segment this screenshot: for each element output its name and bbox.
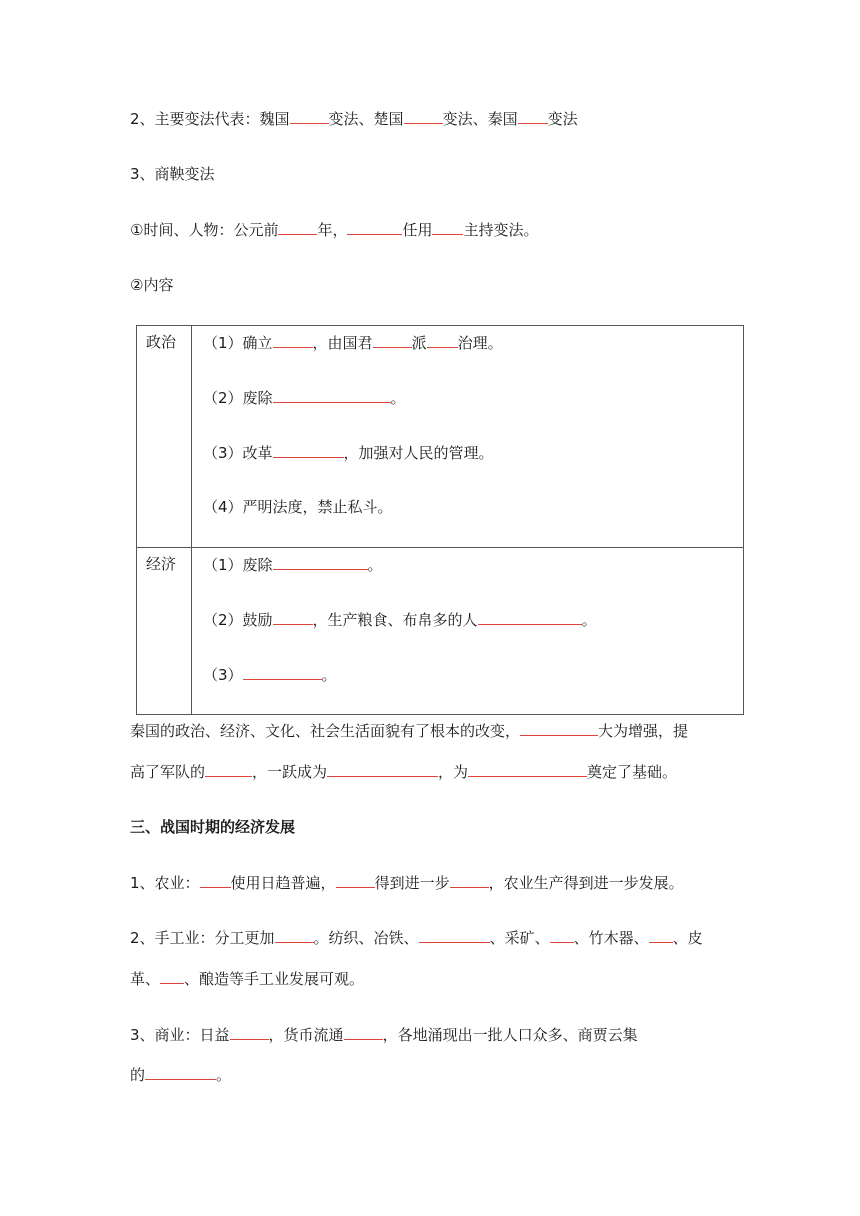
text: 、竹木器、 <box>573 929 649 947</box>
blank-field[interactable] <box>160 968 184 984</box>
text: 、皮 <box>672 929 703 947</box>
text: （2）鼓励 <box>203 611 273 629</box>
agriculture-line <box>130 872 684 893</box>
politics-items-cell <box>192 326 744 548</box>
text: 3、商业：日益 <box>130 1026 230 1044</box>
text: 。 <box>216 1066 232 1084</box>
handicraft-line-1 <box>130 927 703 948</box>
economy-items-cell <box>192 548 744 715</box>
text: ，各地涌现出一批人口众多、商贾云集 <box>382 1026 638 1044</box>
politics-item-1 <box>203 332 503 353</box>
text: ，加强对人民的管理。 <box>343 444 494 462</box>
commerce-line-2 <box>130 1064 231 1085</box>
text: 高了军队的 <box>130 763 206 781</box>
politics-label: 政治 <box>146 333 177 351</box>
text: ，由国君 <box>312 334 373 352</box>
politics-item-3 <box>203 442 494 463</box>
blank-field[interactable] <box>518 108 548 124</box>
blank-field[interactable] <box>145 1064 216 1080</box>
blank-field[interactable] <box>273 332 313 348</box>
text: 革、 <box>130 970 161 988</box>
text: （4）严明法度，禁止私斗。 <box>203 498 393 516</box>
text: 3、商鞅变法 <box>130 165 215 183</box>
text: 奠定了基础。 <box>587 763 678 781</box>
blank-field[interactable] <box>478 609 582 625</box>
blank-field[interactable] <box>243 664 322 680</box>
reform-content-table <box>136 325 744 715</box>
blank-field[interactable] <box>275 927 314 943</box>
text: ②内容 <box>130 276 174 294</box>
blank-field[interactable] <box>550 927 574 943</box>
blank-field[interactable] <box>520 720 598 736</box>
result-line-1 <box>130 720 688 741</box>
text: （1）确立 <box>203 334 273 352</box>
economy-label-cell <box>137 548 192 715</box>
text: （2）废除 <box>203 389 273 407</box>
text: （1）废除 <box>203 556 273 574</box>
text: 变法、楚国 <box>328 110 404 128</box>
reformers-line <box>130 108 578 129</box>
text: 2、主要变法代表：魏国 <box>130 110 290 128</box>
text: ①时间、人物：公元前 <box>130 221 279 239</box>
text: 使用日趋普遍， <box>230 874 336 892</box>
economy-label: 经济 <box>146 555 177 573</box>
blank-field[interactable] <box>468 761 587 777</box>
blank-field[interactable] <box>273 387 391 403</box>
text: 变法、秦国 <box>442 110 518 128</box>
text: 大为增强，提 <box>598 722 689 740</box>
text: 、酿造等手工业发展可观。 <box>184 970 365 988</box>
blank-field[interactable] <box>344 1024 383 1040</box>
blank-field[interactable] <box>205 761 252 777</box>
text: （3） <box>203 666 243 684</box>
blank-field[interactable] <box>450 872 489 888</box>
economy-item-2 <box>203 609 597 630</box>
blank-field[interactable] <box>273 609 313 625</box>
politics-item-4 <box>203 497 393 517</box>
text: 秦国的政治、经济、文化、社会生活面貌有了根本的改变， <box>130 722 521 740</box>
politics-row <box>137 326 744 548</box>
blank-field[interactable] <box>427 332 458 348</box>
blank-field[interactable] <box>432 219 463 235</box>
commerce-line-1 <box>130 1024 638 1045</box>
text: ，一跃成为 <box>252 763 328 781</box>
text: 。 <box>581 611 597 629</box>
blank-field[interactable] <box>347 219 402 235</box>
text: 得到进一步 <box>374 874 450 892</box>
politics-item-2 <box>203 387 406 408</box>
text: （3）改革 <box>203 444 273 462</box>
text: 三、战国时期的经济发展 <box>130 818 296 836</box>
time-person-line <box>130 219 539 240</box>
section-heading <box>130 817 295 837</box>
text: 。 <box>321 666 337 684</box>
blank-field[interactable] <box>404 108 443 124</box>
text: 的 <box>130 1066 146 1084</box>
text: 治理。 <box>457 334 503 352</box>
blank-field[interactable] <box>290 108 329 124</box>
blank-field[interactable] <box>327 761 438 777</box>
blank-field[interactable] <box>419 927 490 943</box>
blank-field[interactable] <box>336 872 375 888</box>
economy-item-3 <box>203 664 337 685</box>
economy-item-1 <box>203 554 383 575</box>
blank-field[interactable] <box>273 442 344 458</box>
text: 1、农业： <box>130 874 200 892</box>
text: ，生产粮食、布帛多的人 <box>312 611 478 629</box>
text: 。纺织、冶铁、 <box>313 929 419 947</box>
text: ，为 <box>438 763 469 781</box>
text: 变法 <box>547 110 578 128</box>
text: 派 <box>411 334 427 352</box>
result-line-2 <box>130 761 677 782</box>
text: 、采矿、 <box>489 929 550 947</box>
text: 。 <box>390 389 406 407</box>
text: 。 <box>367 556 383 574</box>
politics-label-cell <box>137 326 192 548</box>
text: 年， <box>317 221 348 239</box>
text: 主持变法。 <box>463 221 539 239</box>
shang-yang-heading <box>130 164 215 184</box>
content-label <box>130 275 173 295</box>
blank-field[interactable] <box>273 554 368 570</box>
blank-field[interactable] <box>200 872 231 888</box>
text: ，农业生产得到进一步发展。 <box>488 874 684 892</box>
text: 2、手工业：分工更加 <box>130 929 275 947</box>
text: 任用 <box>402 221 433 239</box>
text: ，货币流通 <box>268 1026 344 1044</box>
blank-field[interactable] <box>230 1024 269 1040</box>
economy-row <box>137 548 744 715</box>
handicraft-line-2 <box>130 968 364 989</box>
blank-field[interactable] <box>649 927 673 943</box>
blank-field[interactable] <box>373 332 412 348</box>
blank-field[interactable] <box>278 219 317 235</box>
